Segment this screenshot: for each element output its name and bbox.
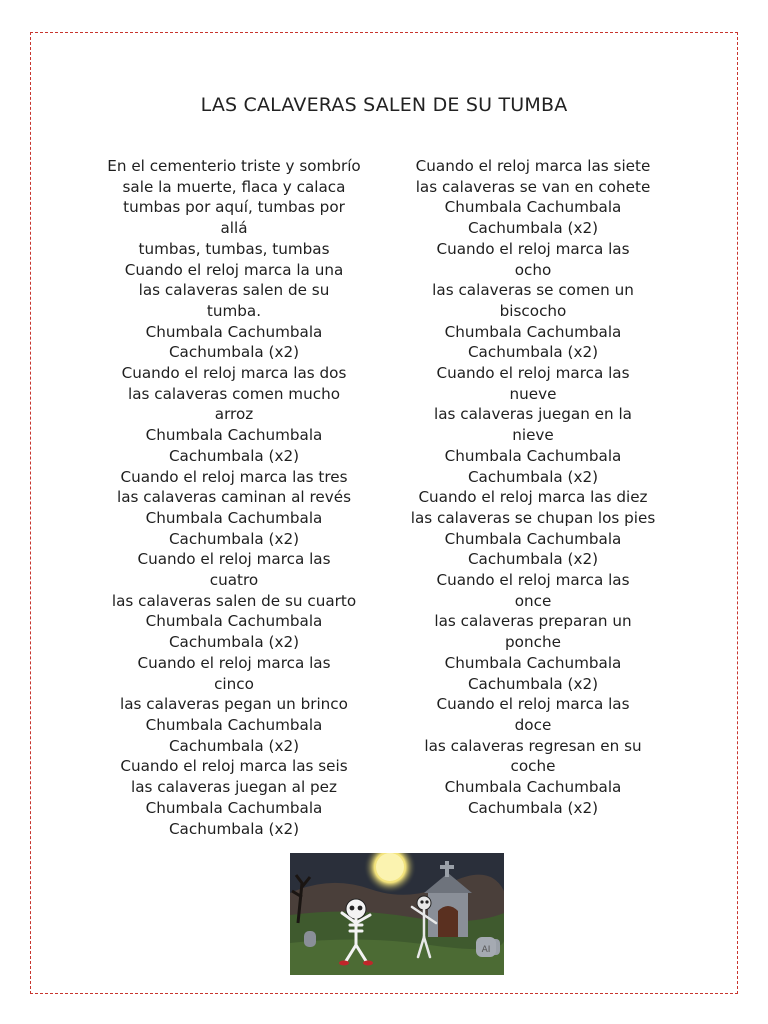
lyric-line: las calaveras comen mucho bbox=[128, 384, 340, 403]
lyric-line: las calaveras salen de su bbox=[138, 281, 330, 300]
lyric-line: Cachumbala (x2) bbox=[168, 736, 300, 755]
lyric-line: Chumbala Cachumbala bbox=[444, 778, 622, 797]
lyric-line: cuatro bbox=[209, 571, 259, 590]
lyric-line: Chumbala Cachumbala bbox=[145, 322, 323, 341]
lyric-line: nueve bbox=[509, 384, 557, 403]
lyric-line: sale la muerte, flaca y calaca bbox=[122, 177, 346, 196]
lyric-line: Cuando el reloj marca las bbox=[137, 550, 331, 569]
lyric-line: las calaveras se comen un bbox=[432, 281, 634, 300]
lyric-line: Cachumbala (x2) bbox=[168, 633, 300, 652]
lyric-line: arroz bbox=[214, 405, 254, 424]
lyric-line: Cuando el reloj marca las tres bbox=[120, 467, 348, 486]
lyric-line: las calaveras pegan un brinco bbox=[120, 695, 348, 714]
lyric-line: coche bbox=[510, 757, 556, 776]
lyric-line: Cuando el reloj marca las siete bbox=[415, 157, 651, 175]
lyric-line: Chumbala Cachumbala bbox=[444, 322, 622, 341]
lyric-line: ponche bbox=[505, 633, 561, 652]
lyric-line: Chumbala Cachumbala bbox=[145, 426, 323, 445]
lyric-line: Cachumbala (x2) bbox=[467, 467, 599, 486]
lyric-line: Cuando el reloj marca las bbox=[137, 653, 331, 672]
lyric-line: tumbas por aquí, tumbas por bbox=[123, 198, 345, 217]
lyric-line: tumba. bbox=[206, 301, 262, 320]
lyric-line: las calaveras caminan al revés bbox=[117, 488, 351, 507]
lyric-line: las calaveras regresan en su bbox=[424, 736, 642, 755]
lyric-line: Cachumbala (x2) bbox=[168, 343, 300, 362]
lyric-line: Cuando el reloj marca las diez bbox=[418, 488, 648, 507]
tombstone-ai bbox=[476, 937, 496, 957]
lyric-line: Cachumbala (x2) bbox=[467, 798, 599, 817]
lyric-line: las calaveras se van en cohete bbox=[415, 177, 651, 196]
lyric-line: Cuando el reloj marca las bbox=[436, 239, 630, 258]
lyric-line: Cuando el reloj marca la una bbox=[124, 260, 344, 279]
lyric-line: En el cementerio triste y sombrío bbox=[107, 157, 361, 175]
moon bbox=[376, 853, 404, 881]
lyric-line: ocho bbox=[514, 260, 552, 279]
lyric-line: Chumbala Cachumbala bbox=[444, 198, 622, 217]
page-title: LAS CALAVERAS SALEN DE SU TUMBA bbox=[200, 94, 568, 116]
lyrics-column-right bbox=[403, 156, 663, 819]
lyric-line: Cachumbala (x2) bbox=[467, 343, 599, 362]
lyric-line: Cuando el reloj marca las bbox=[436, 571, 630, 590]
lyric-line: once bbox=[514, 591, 552, 610]
lyric-line: Cachumbala (x2) bbox=[467, 550, 599, 569]
lyric-line: Cuando el reloj marca las bbox=[436, 695, 630, 714]
lyric-line: Cuando el reloj marca las seis bbox=[120, 757, 348, 776]
skeletons-graveyard-illustration bbox=[290, 853, 504, 975]
lyric-line: cinco bbox=[214, 674, 254, 693]
lyric-line: Cachumbala (x2) bbox=[467, 219, 599, 238]
lyric-line: nieve bbox=[512, 426, 554, 445]
lyric-line: Cachumbala (x2) bbox=[168, 446, 300, 465]
lyric-line: Chumbala Cachumbala bbox=[145, 715, 323, 734]
lyric-line: las calaveras salen de su cuarto bbox=[111, 591, 357, 610]
lyric-line: Chumbala Cachumbala bbox=[444, 529, 622, 548]
lyric-line: allá bbox=[220, 219, 248, 238]
lyric-line: Chumbala Cachumbala bbox=[145, 612, 323, 631]
lyric-line: Chumbala Cachumbala bbox=[444, 446, 622, 465]
lyric-line: las calaveras juegan al pez bbox=[131, 778, 337, 797]
lyric-line: las calaveras se chupan los pies bbox=[410, 508, 656, 527]
lyric-line: Chumbala Cachumbala bbox=[145, 508, 323, 527]
lyrics-column-left bbox=[104, 156, 364, 839]
svg-text:AI: AI bbox=[481, 945, 491, 955]
lyric-line: Chumbala Cachumbala bbox=[444, 653, 622, 672]
lyric-line: Cuando el reloj marca las bbox=[436, 364, 630, 383]
lyric-line: biscocho bbox=[499, 301, 567, 320]
lyric-line: las calaveras preparan un bbox=[434, 612, 632, 631]
lyric-line: Cachumbala (x2) bbox=[168, 819, 300, 838]
lyric-line: doce bbox=[514, 715, 552, 734]
lyric-line: tumbas, tumbas, tumbas bbox=[138, 239, 330, 258]
lyric-line: Cuando el reloj marca las dos bbox=[121, 364, 347, 383]
lyric-line: las calaveras juegan en la bbox=[434, 405, 632, 424]
lyric-line: Cachumbala (x2) bbox=[467, 674, 599, 693]
lyric-line: Cachumbala (x2) bbox=[168, 529, 300, 548]
lyric-line: Chumbala Cachumbala bbox=[145, 798, 323, 817]
